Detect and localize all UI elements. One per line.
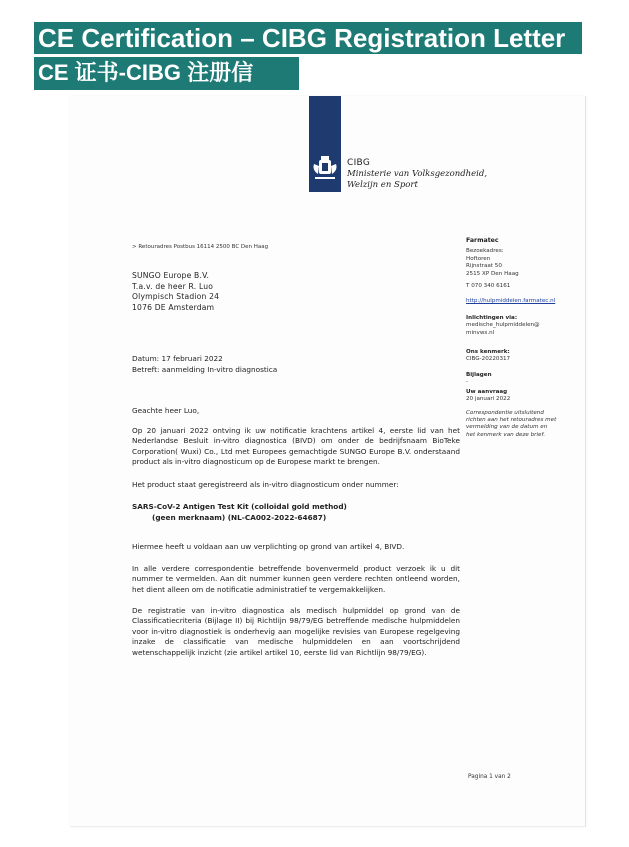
website-link[interactable]: http://hulpmiddelen.farmatec.nl [466,298,556,305]
recipient-line: SUNGO Europe B.V. [132,271,210,280]
your-reference-value: 20 januari 2022 [466,396,511,403]
paragraph-correspondence: In alle verdere correspondentie betreffende bovenvermeld product verzoek ik u dit nummer te vermelden. Aan dit nummer kunnen geen verdere rechten ontleend worden, het dient alleen om de notificatie administratief te vergemakkelijken. [132,564,460,594]
sidebar-info [466,237,581,439]
phone: T 070 340 6161 [466,283,511,290]
note-line: Correspondentie uitsluitend [466,409,544,416]
page-number: Pagina 1 van 2 [468,774,511,780]
salutation: Geachte heer Luo, [132,406,200,415]
visit-line: 2515 XP Den Haag [466,270,519,277]
reference-value: CIBG-20220317 [466,356,511,363]
your-reference-label: Uw aanvraag [466,388,508,395]
note-line: het kenmerk van deze brief. [466,431,546,438]
product-name: SARS-CoV-2 Antigen Test Kit (colloidal gold method) [132,502,347,511]
paragraph-registered: Het product staat geregistreerd als in-vitro diagnosticum onder nummer: [132,480,399,489]
letter-document [70,96,586,827]
visit-label: Bezoekadres: [466,248,504,255]
ministry-name [347,158,577,191]
ministry-line-2: Welzijn en Sport [347,180,418,190]
paragraph-notification: Op 20 januari 2022 ontving ik uw notificatie krachtens artikel 4, eerste lid van het Nederlandse Besluit in-vitro diagnostica (BIVD) om onder de bedrijfsnaam BioTeke Corporation( Wuxi) Co., Ltd met Europees gemachtigde SUNGO Europe B.V. onderstaand product als in-vitro diagnosticum op de Europese markt te brengen. [132,426,460,467]
recipient-block [132,271,219,313]
recipient-line: T.a.v. de heer R. Luo [132,281,214,291]
info-line: medische_hulpmiddelen@ [466,322,540,329]
info-line: minvws.nl [466,329,495,336]
info-label: Inlichtingen via: [466,314,518,321]
visit-line: Hoftoren [466,255,491,262]
note-line: richten aan het retouradres met [466,416,557,423]
title-banner-zh: CE 证书-CIBG 注册信 [34,57,299,90]
recipient-line: 1076 DE Amsterdam [132,302,215,312]
ministry-line-1: Ministerie van Volksgezondheid, [347,169,488,179]
sidebar-org: Farmatec [466,237,499,244]
date-line: Datum: 17 februari 2022 [132,354,223,363]
ministry-abbr: CIBG [347,158,371,168]
title-banner-en: CE Certification – CIBG Registration Letter [34,22,582,54]
coat-of-arms-icon [311,156,339,182]
paragraph-classification: De registratie van in-vitro diagnostica als medisch hulpmiddel op grond van de Classificatiecriteria (Bijlage II) bij Richtlijn 98/79/EG betreffende medische hulpmiddelen voor in-vitro diagnostiek is onderhevig aan mogelijke revisies van Europese regelgeving inzake de classificatie van medische hulpmiddelen en aan voortschrijdend wetenschappelijk inzicht (zie artikel artikel 10, eerste lid van Richtlijn 98/79/EG). [132,606,460,657]
reference-label: Ons kenmerk: [466,349,510,356]
subject-line: Betreft: aanmelding In-vitro diagnostica [132,365,278,374]
attachments-value: - [466,379,469,386]
product-number: (geen merknaam) (NL-CA002-2022-64687) [152,513,327,522]
note-line: vermelding van de datum en [466,424,548,431]
correspondence-note [466,410,581,440]
visit-line: Rijnstraat 50 [466,263,502,270]
return-address: > Retouradres Postbus 16114 2500 BC Den Haag [132,244,269,250]
attachments-label: Bijlagen [466,371,492,378]
paragraph-obligation: Hiermee heeft u voldaan aan uw verplichting op grond van artikel 4, BIVD. [132,542,405,551]
recipient-line: Olympisch Stadion 24 [132,292,220,301]
